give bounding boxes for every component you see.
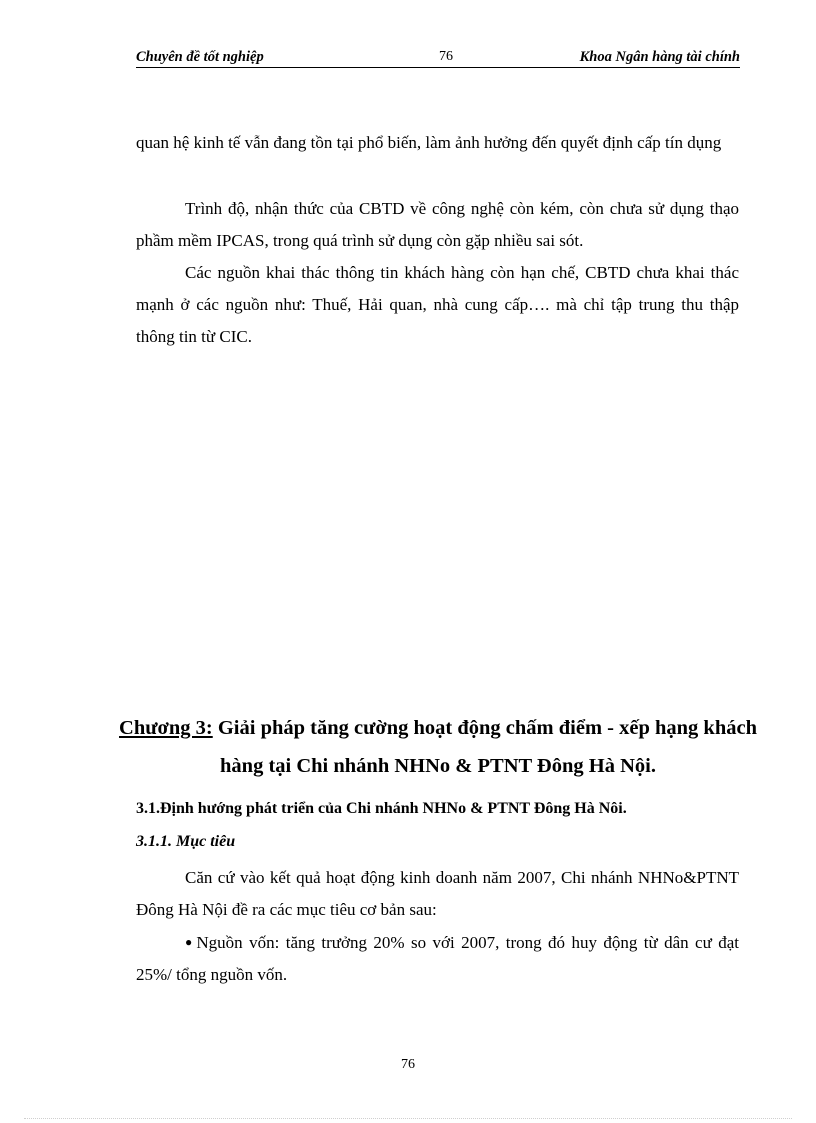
footer-page-number: 76 [401,1057,415,1072]
chapter-heading [100,709,776,785]
paragraph-info-sources: Các nguồn khai thác thông tin khách hàng còn hạn chế, CBTD chưa khai thác mạnh ở các nguồn như: Thuế, Hải quan, nhà cung cấp…. mà chỉ tập trung thu thập thông tin từ CIC. [136,263,739,346]
bullet-item-capital [136,926,739,991]
page-header [136,49,740,68]
bullet-icon: ● [185,935,195,949]
header-document-title: Chuyên đề tốt nghiệp [136,49,264,65]
chapter-number: Chương 3: [119,717,213,739]
header-page-number: 76 [439,49,453,64]
paragraph-staff-skills: Trình độ, nhận thức của CBTD về công nghệ còn kém, còn chưa sử dụng thạo phầm mềm IPCAS, trong quá trình sử dụng còn gặp nhiều sai sót. [136,199,739,250]
paragraph-continued: quan hệ kinh tế vẫn đang tồn tại phổ biến, làm ảnh hưởng đến quyết định cấp tín dụng [136,133,722,152]
section-heading: 3.1.Định hướng phát triển của Chi nhánh NHNo & PTNT Đông Hà Nôi. [136,800,627,817]
header-department: Khoa Ngân hàng tài chính [579,49,740,65]
paragraph-objectives-intro: Căn cứ vào kết quả hoạt động kinh doanh năm 2007, Chi nhánh NHNo&PTNT Đông Hà Nội đề ra các mục tiêu cơ bản sau: [136,868,739,919]
subsection-heading: 3.1.1. Mục tiêu [136,833,236,850]
bullet-text: Nguồn vốn: tăng trưởng 20% so với 2007, trong đó huy động từ dân cư đạt 25%/ tổng nguồn vốn. [136,933,739,984]
chapter-title: Giải pháp tăng cường hoạt động chấm điểm - xếp hạng khách hàng tại Chi nhánh NHNo & PTNT Đông Hà Nội. [212,717,757,777]
page-bottom-divider [24,1118,792,1119]
